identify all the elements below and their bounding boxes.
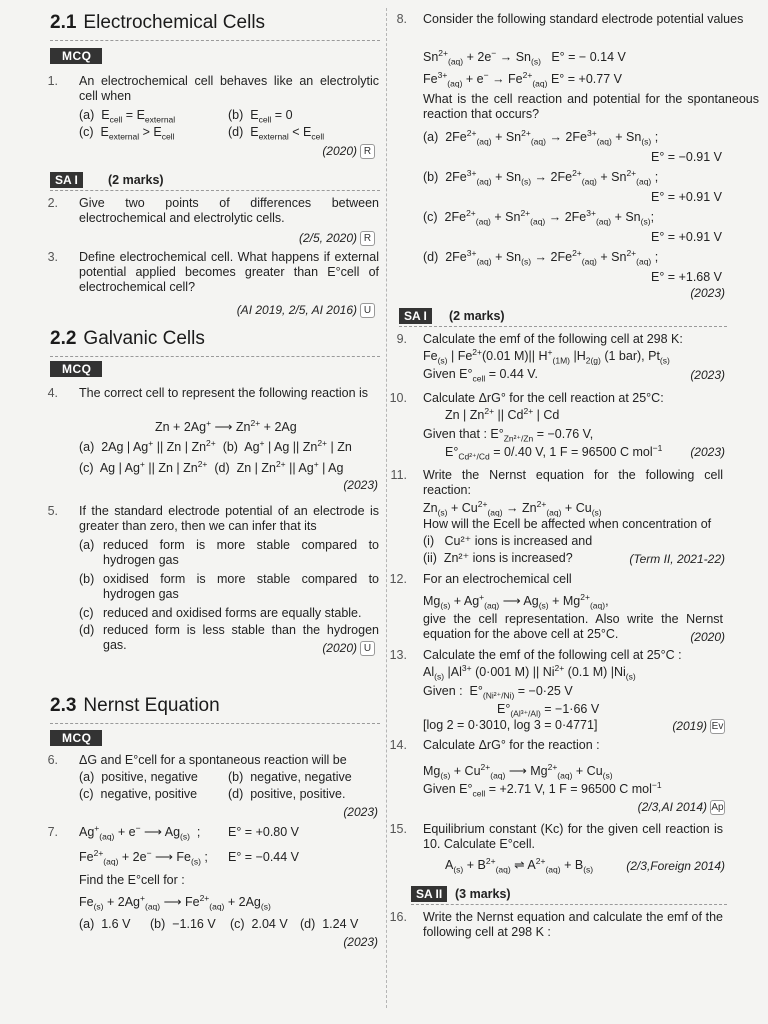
marks-label: (2 marks) xyxy=(108,173,164,187)
mcq-tag: MCQ xyxy=(50,48,102,64)
difficulty-badge: Ev xyxy=(711,721,724,733)
section-2-1-heading: 2.1 Electrochemical Cells xyxy=(50,12,266,33)
difficulty-badge: Ap xyxy=(711,802,724,814)
difficulty-badge: R xyxy=(360,144,375,159)
section-rule xyxy=(411,904,727,905)
difficulty-badge: U xyxy=(360,641,375,656)
section-rule xyxy=(399,326,727,327)
difficulty-badge: U xyxy=(360,303,375,318)
section-rule xyxy=(50,723,380,724)
section-rule xyxy=(50,356,380,357)
marks-label: (3 marks) xyxy=(455,887,511,901)
section-rule xyxy=(50,190,380,191)
difficulty-badge: R xyxy=(360,231,375,246)
sa2-tag: SA II xyxy=(411,886,447,902)
sa1-tag: SA I xyxy=(50,172,83,188)
section-2-2-heading: 2.2 Galvanic Cells xyxy=(50,328,205,349)
section-2-3-heading: 2.3 Nernst Equation xyxy=(50,695,220,716)
sa1-tag: SA I xyxy=(399,308,432,324)
section-rule xyxy=(50,40,380,41)
column-divider xyxy=(386,8,387,1008)
mcq-tag: MCQ xyxy=(50,730,102,746)
marks-label: (2 marks) xyxy=(449,309,505,323)
mcq-tag: MCQ xyxy=(50,361,102,377)
textbook-page: 2.1 Electrochemical Cells MCQ 1. An electrochemical cell behaves like an electrolytic cell when (a) $E_{cell} = E_{external}$ (b) $E_{cell} = 0$ (c) $E_{external} > E_{cell}$ (d) $E_{external} < E_{cell}$ (2020) R SA I (2 marks) 2. Give two points of differences between electrochemical and electrolytic cells. (2/5, 2020) R 3. Define electrochemical cell. What happens if external potential applied becomes greater than E°cell of electrochemical cell? (AI 2019, 2/5, AI 2016) U 2.2 Galvanic Cells MCQ 4. The correct cell to represent the following reaction is Zn + 2Ag+ ⟶ $Zn^{2+} + 2Ag$ (a) 2Ag | Ag+ || Zn | $Zn^{2+}$ (b) Ag+ | Ag || $Zn^{2+}$ | Zn (c) Ag | Ag+ || Zn | $Zn^{2+}$ (d) Zn | $Zn^{2+}$ || Ag+ | Ag (2023) 5. If the standard electrode potential of an electrode is greater than zero, then we can infer that its (a) reduced form is more stable compared to hydrogen gas (b) oxidised form is more stable compared to hydrogen gas (c) reduced and oxidised forms are equally stable. (d) reduced form is less stable than the hydrogen gas. (2020) U 2.3 Nernst Equation MCQ 6. ΔG and E°cell for a spontaneous reaction will be (a) positive, negative (b) negative, negative (c) negative, positive (d) positive, positive. (2023) 7. $Ag^+_{(aq)} + e^-$ ⟶ $Ag_{(s)}$ ; E° = +0.80 V $Fe^{2+}_{(aq)} + 2e^-$ ⟶ $Fe_{(s)}$ ; E° = −0.44 V Find the E°cell for : $Fe_{(s)} + 2Ag^+_{(aq)}$ ⟶ $Fe^{2+}_{(aq)} + 2Ag_{(s)}$ (a) 1.6 V (b) −1.16 V (c) 2.04 V (d) 1.24 V (2023) 8. Consider the following standard electrode potential values $Sn^{2+}_{(aq)} + 2e^- \to Sn_{(s)}$ E° = − 0.14 V $Fe^{3+}_{(aq)} + e^- \to Fe^{2+}_{(aq)}$ E° = +0.77 V What is the cell reaction and potential for the spontaneous reaction that occurs? (a) $2Fe^{2+}_{(aq)} + Sn^{2+}_{(aq)} \to 2Fe^{3+}_{(aq)} + Sn_{(s)}$ ; E° = −0.91 V (b) $2Fe^{3+}_{(aq)} + Sn_{(s)} \to 2Fe^{2+}_{(aq)} + Sn^{2+}_{(aq)}$ ; E° = +0.91 V (c) $2Fe^{2+}_{(aq)} + Sn^{2+}_{(aq)} \to 2Fe^{3+}_{(aq)} + Sn_{(s)}$; E° = +0.91 V (d) $2Fe^{3+}_{(aq)} + Sn_{(s)} \to 2Fe^{2+}_{(aq)} + Sn^{2+}_{(aq)}$ ; E° = +1.68 V (2023) SA I (2 marks) 9. Calculate the emf of the following cell at 298 K: $Fe_{(s)}$ | $Fe^{2+}(0.01$ M)|| $H^+_{(1M)}$ $|H_{2(g)}$ (1 bar), $Pt_{(s)}$ Given $E^\circ_{cell} = 0.44$ V. (2023) 10. Calculate ΔrG° for the cell reaction at 25°C: Zn | $Zn^{2+}$ || $Cd^{2+}$ | Cd Given that : $E^\circ_{Zn^{2+}/Zn} = -0.76$ V, $E^\circ_{Cd^{2+}/Cd} = 0/.40$ V, 1 F = 96500 C mol$^{-1}$ (2023) 11. Write the Nernst equation for the following cell reaction: $Zn_{(s)} + Cu^{2+}_{(aq)} \to Zn^{2+}_{(aq)} + Cu_{(s)}$ How will the Ecell be affected when concentration of (i) Cu²⁺ ions is increased and (ii) Zn²⁺ ions is increased? (Term II, 2021-22) 12. For an electrochemical cell $Mg_{(s)} + Ag^+_{(aq)}$ ⟶ $Ag_{(s)} + Mg^{2+}_{(aq)}$, give the cell representation. Also write the Nernst equation for the above cell at 25°C. (2020) 13. Calculate the emf of the following cell at 25°C : $Al_{(s)}$ $|Al^{3+}$ (0·001 M) || $Ni^{2+}$ (0.1 M) $|Ni_{(s)}$ Given : $E^\circ_{(Ni^{2+}/Ni)} = -0\cdot 25$ V $E^\circ_{(Al^{3+}/Al)} = -1\cdot 66$ V [log 2 = 0·3010, log 3 = 0·4771] (2019) Ev 14. Calculate ΔrG° for the reaction : $Mg_{(s)} + Cu^{2+}_{(aq)}$ ⟶ $Mg^{2+}_{(aq)} + Cu_{(s)}$ Given $E^\circ_{cell} = +2.71$ V, 1 F = 96500 C mol$^{-1}$ (2/3,AI 2014) Ap 15. Equilibrium constant (Kc) for the given cell reaction is 10. Calculate E°cell. $A_{(s)} + B^{2+}_{(aq)}$ ⇌ $A^{2+}_{(aq)} + B_{(s)}$ (2/3,Foreign 2014) SA II (3 marks) 16. Write the Nernst equation and calculate the emf of the following cell at 298 K : xyxy=(0,0,768,1024)
